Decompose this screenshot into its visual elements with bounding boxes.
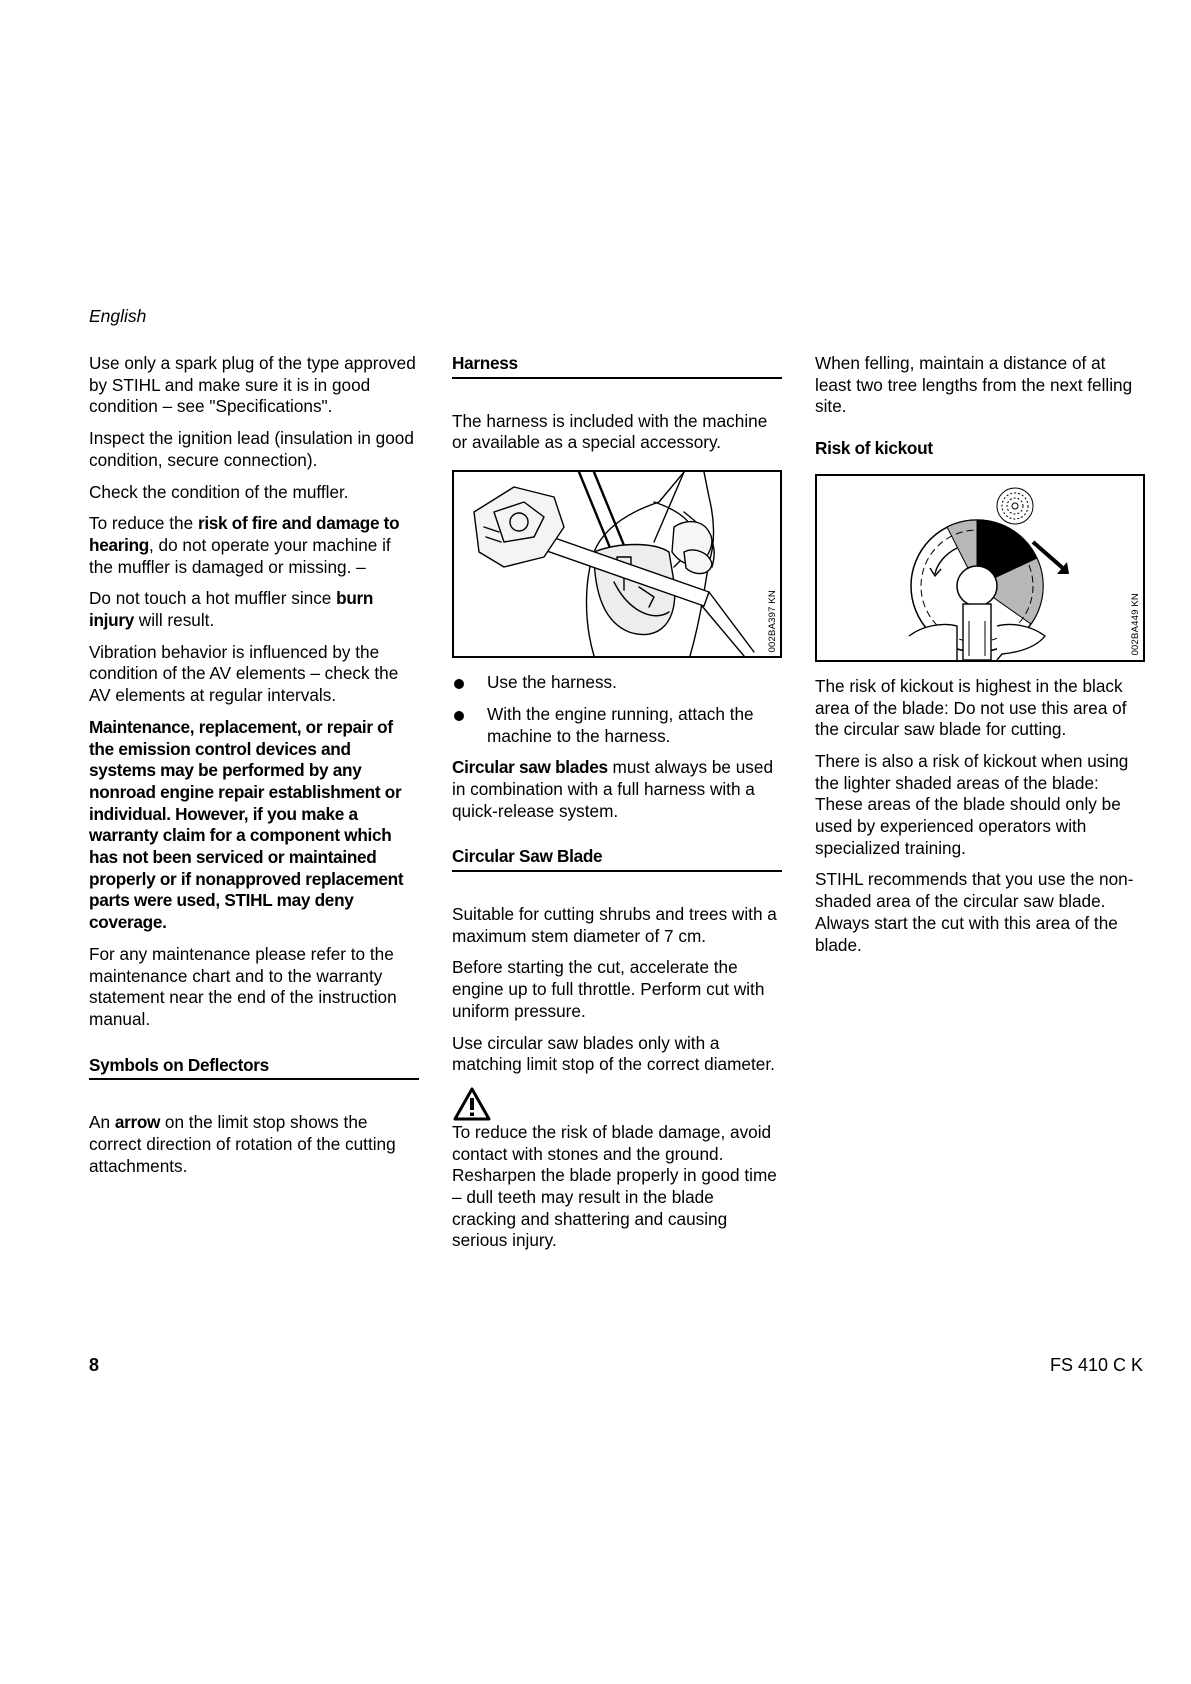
text-run: Do not touch a hot muffler since (89, 588, 337, 609)
paragraph-felling-distance: When felling, maintain a distance of at least two tree lengths from the next felling site. (815, 353, 1133, 417)
paragraph-ignition-lead: Inspect the ignition lead (insulation in good condition, secure connection). (89, 428, 414, 470)
text-run: An (89, 1112, 115, 1133)
text-run: To reduce the (89, 513, 198, 534)
emphasis-circular-saw-blades: Circular saw blades (452, 757, 608, 778)
heading-symbols-on-deflectors: Symbols on Deflectors (89, 1055, 419, 1081)
column-right (815, 353, 1145, 966)
page-number: 8 (89, 1355, 100, 1375)
list-item (452, 704, 782, 747)
paragraph-stihl-recommends: STIHL recommends that you use the non-shaded area of the circular saw blade. Always start the cut with this area of the blade. (815, 869, 1134, 955)
paragraph-kickout-black-area: The risk of kickout is highest in the black area of the blade: Do not use this area of the circular saw blade for cutting. (815, 675, 1127, 740)
figure-code-kickout: 002BA449 KN (1130, 593, 1141, 656)
harness-illustration (454, 472, 780, 656)
paragraph-vibration: Vibration behavior is influenced by the condition of the AV elements – check the AV elements at regular intervals. (89, 641, 399, 706)
paragraph-circular-saw-harness (452, 757, 782, 822)
paragraph-suitable-for: Suitable for cutting shrubs and trees with a maximum stem diameter of 7 cm. (452, 904, 777, 946)
figure-code-harness: 002BA397 KN (767, 589, 778, 653)
model-label: FS 410 C K (1049, 1355, 1143, 1375)
heading-risk-of-kickout: Risk of kickout (815, 438, 933, 459)
emphasis-burn-injury: burn injury (89, 588, 374, 631)
emphasis-fire-hearing: risk of fire and damage to hearing (89, 513, 400, 555)
list-item-text: Use the harness. (487, 672, 617, 693)
bullet-icon (454, 679, 464, 689)
language-label: English (89, 306, 147, 326)
heading-harness: Harness (452, 353, 782, 379)
paragraph-spark-plug: Use only a spark plug of the type approved by STIHL and make sure it is in good condition – see "Specifications". (89, 353, 416, 417)
heading-circular-saw-blade: Circular Saw Blade (452, 846, 782, 872)
paragraph-burn-injury (89, 588, 419, 631)
harness-bullet-list (452, 672, 782, 747)
emphasis-arrow: arrow (114, 1112, 161, 1133)
figure-harness (452, 470, 782, 658)
list-item (452, 672, 782, 694)
column-middle (452, 353, 782, 1262)
paragraph-blade-damage: To reduce the risk of blade damage, avoid contact with stones and the ground. Resharpen the blade properly in good time – dull teeth may result in the blade cracking and shattering and causing serious injury. (452, 1121, 777, 1251)
paragraph-fire-risk (89, 513, 419, 578)
list-item-text: With the engine running, attach the machine to the harness. (487, 703, 754, 746)
bullet-icon (454, 711, 464, 721)
figure-kickout (815, 474, 1145, 662)
paragraph-maintenance: For any maintenance please refer to the maintenance chart and to the warranty statement near the end of the instruction manual. (89, 943, 397, 1029)
paragraph-arrow (89, 1112, 419, 1177)
paragraph-before-cut: Before starting the cut, accelerate the engine up to full throttle. Perform cut with uniform pressure. (452, 957, 765, 1021)
paragraph-muffler-check: Check the condition of the muffler. (89, 481, 349, 502)
warning-triangle-icon (452, 1086, 492, 1122)
text-run: will result. (134, 610, 215, 631)
text-run: on the limit stop shows the correct direction of rotation of the cutting attachments. (89, 1112, 396, 1176)
text-run: must always be used in combination with a full harness with a quick-release system. (452, 757, 774, 821)
paragraph-emission-warranty: Maintenance, replacement, or repair of the emission control devices and systems may be performed by any nonroad engine repair establishment or individual. However, if you make a warranty claim for a component which has not been serviced or maintained properly or if nonapproved replacement parts were used, STIHL may deny coverage. (89, 716, 404, 933)
text-run: , do not operate your machine if the muffler is damaged or missing. – (89, 534, 391, 577)
paragraph-limit-stop: Use circular saw blades only with a matching limit stop of the correct diameter. (452, 1032, 775, 1075)
paragraph-harness-included: The harness is included with the machine or available as a special accessory. (452, 410, 768, 453)
paragraph-kickout-shaded-area: There is also a risk of kickout when using the lighter shaded areas of the blade: These areas of the blade should only be used by experienced operators with specialized training. (815, 750, 1129, 858)
column-left (89, 353, 419, 1188)
kickout-blade-diagram (817, 476, 1143, 660)
